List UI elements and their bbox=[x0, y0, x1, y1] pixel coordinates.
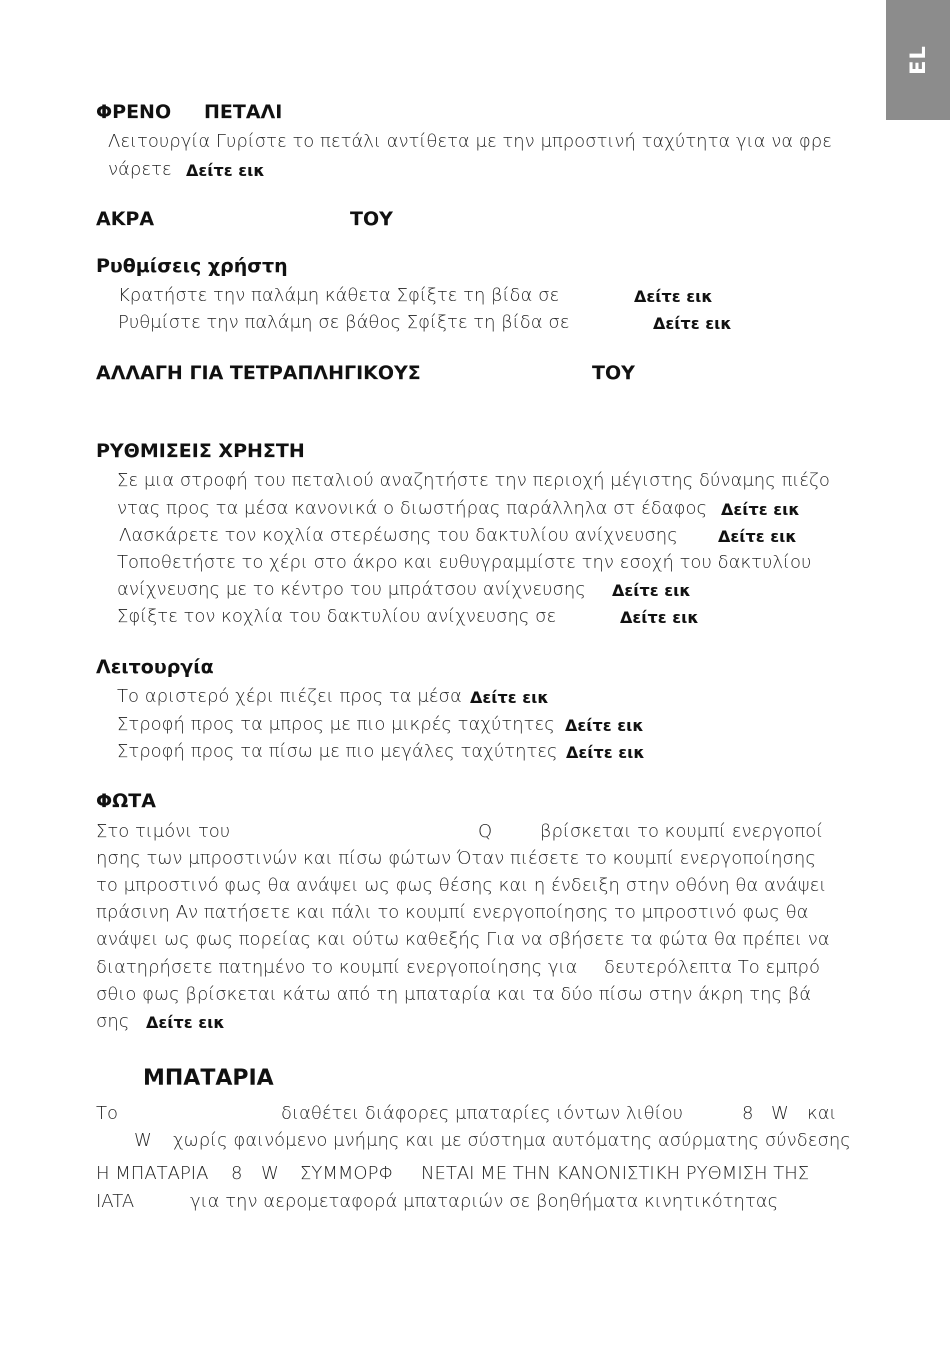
see-figure-ref: Δείτε εικ bbox=[653, 314, 732, 333]
lights-line-6a: διατηρήσετε πατημένο το κουμπί ενεργοποίησης για bbox=[96, 957, 578, 978]
settings-line-2: ντας προς τα μέσα κανονικά ο διωστήρας παράλληλα στ έδαφος bbox=[117, 498, 708, 519]
lights-line-1c: βρίσκεται το κουμπί ενεργοποί bbox=[540, 821, 824, 842]
see-figure-ref: Δείτε εικ bbox=[566, 743, 645, 762]
lights-title: ΦΩΤΑ bbox=[96, 790, 156, 812]
battery-line-2b: χωρίς φαινόμενο μνήμης και με σύστημα αυτόματης ασύρματης σύνδεσης bbox=[173, 1130, 851, 1151]
language-tab bbox=[886, 0, 950, 120]
lights-line-5: ανάψει ως φως πορείας και ούτω καθεξής Για να σβήσετε τα φώτα θα πρέπει να bbox=[96, 929, 830, 950]
operation-line-3: Στροφή προς τα πίσω με πιο μεγάλες ταχύτητες bbox=[117, 741, 558, 762]
see-figure-ref: Δείτε εικ bbox=[146, 1013, 225, 1032]
settings-caps-title: ΡΥΘΜΙΣΕΙΣ ΧΡΗΣΤΗ bbox=[96, 440, 305, 462]
see-figure-ref: Δείτε εικ bbox=[620, 608, 699, 627]
lights-line-2: ησης των μπροστινών και πίσω φώτων Όταν πιέσετε το κουμπί ενεργοποίησης bbox=[96, 848, 816, 869]
battery-line-4a: IATA bbox=[96, 1191, 135, 1212]
battery-line-3e: ΝΕΤΑΙ ΜΕ ΤΗΝ ΚΑΝΟΝΙΣΤΙΚΗ ΡΥΘΜΙΣΗ ΤΗΣ bbox=[421, 1163, 810, 1184]
see-figure-ref: Δείτε εικ bbox=[718, 527, 797, 546]
battery-line-3a: Η ΜΠΑΤΑΡΙΑ bbox=[96, 1163, 209, 1184]
battery-line-1c: 8 bbox=[742, 1103, 754, 1124]
operation-title: Λειτουργία bbox=[96, 656, 214, 678]
battery-line-1b: διαθέτει διάφορες μπαταρίες ιόντων λιθίου bbox=[281, 1103, 684, 1124]
see-figure-ref: Δείτε εικ bbox=[565, 716, 644, 735]
battery-line-3b: 8 bbox=[231, 1163, 243, 1184]
lights-line-7: σθιο φως βρίσκεται κάτω από τη μπαταρία και τα δύο πίσω στην άκρη της βά bbox=[96, 984, 812, 1005]
battery-title: ΜΠΑΤΑΡΙΑ bbox=[143, 1066, 274, 1091]
battery-line-3c: W bbox=[261, 1163, 279, 1184]
brake-title-1: ΦΡΕΝΟ bbox=[96, 101, 172, 123]
settings-line-6: Σφίξτε τον κοχλία του δακτυλίου ανίχνευσης σε bbox=[117, 606, 557, 627]
see-figure-ref: Δείτε εικ bbox=[470, 688, 549, 707]
operation-line-1: Το αριστερό χέρι πιέζει προς τα μέσα bbox=[117, 686, 462, 707]
battery-line-4b: για την αερομεταφορά μπαταριών σε βοηθήματα κινητικότητας bbox=[190, 1191, 779, 1212]
settings-line-1: Σε μια στροφή του πεταλιού αναζητήστε την περιοχή μέγιστης δύναμης πιέζο bbox=[117, 470, 830, 491]
akra-title: ΑΚΡΑ bbox=[96, 208, 155, 230]
language-tab-label: EL bbox=[906, 45, 930, 75]
settings-line-5: ανίχνευσης με το κέντρο του μπράτσου ανίχνευσης bbox=[117, 579, 586, 600]
settings-line-4: Τοποθετήστε το χέρι στο άκρο και ευθυγραμμίστε την εσοχή του δακτυλίου bbox=[117, 552, 812, 573]
user-settings-line-1: Κρατήστε την παλάμη κάθετα Σφίξτε τη βίδα σε bbox=[118, 285, 560, 306]
see-figure-ref: Δείτε εικ bbox=[634, 287, 713, 306]
lights-line-3: το μπροστινό φως θα ανάψει ως φως θέσης και η ένδειξη στην οθόνη θα ανάψει bbox=[96, 875, 827, 896]
battery-line-3d: ΣΥΜΜΟΡΦ bbox=[300, 1163, 394, 1184]
tetraplegic-title: ΑΛΛΑΓΗ ΓΙΑ ΤΕΤΡΑΠΛΗΓΙΚΟΥΣ bbox=[96, 362, 421, 384]
lights-line-6b: δευτερόλεπτα Το εμπρό bbox=[604, 957, 820, 978]
akra-tou: ΤΟΥ bbox=[350, 208, 393, 230]
battery-line-1a: Το bbox=[96, 1103, 119, 1124]
lights-line-1b: Q bbox=[478, 821, 493, 842]
settings-line-3: Λασκάρετε τον κοχλία στερέωσης του δακτυλίου ανίχνευσης bbox=[119, 525, 678, 546]
see-figure-ref: Δείτε εικ bbox=[721, 500, 800, 519]
user-settings-line-2: Ρυθμίστε την παλάμη σε βάθος Σφίξτε τη βίδα σε bbox=[118, 312, 570, 333]
battery-line-1e: και bbox=[807, 1103, 837, 1124]
see-figure-ref: Δείτε εικ bbox=[186, 161, 265, 180]
operation-line-2: Στροφή προς τα μπρος με πιο μικρές ταχύτητες bbox=[117, 714, 555, 735]
lights-line-8: σης bbox=[96, 1011, 130, 1032]
tetraplegic-tou: ΤΟΥ bbox=[592, 362, 635, 384]
battery-line-2a: W bbox=[134, 1130, 152, 1151]
lights-line-4: πράσινη Αν πατήσετε και πάλι το κουμπί ενεργοποίησης το μπροστινό φως θα bbox=[96, 902, 809, 923]
brake-line-2: νάρετε bbox=[108, 159, 172, 180]
battery-line-1d: W bbox=[771, 1103, 789, 1124]
see-figure-ref: Δείτε εικ bbox=[612, 581, 691, 600]
brake-title-2: ΠΕΤΑΛΙ bbox=[204, 101, 283, 123]
user-settings-title: Ρυθμίσεις χρήστη bbox=[96, 255, 288, 277]
lights-line-1a: Στο τιμόνι του bbox=[96, 821, 231, 842]
brake-line-1: Λειτουργία Γυρίστε το πετάλι αντίθετα με την μπροστινή ταχύτητα για να φρε bbox=[108, 131, 832, 152]
